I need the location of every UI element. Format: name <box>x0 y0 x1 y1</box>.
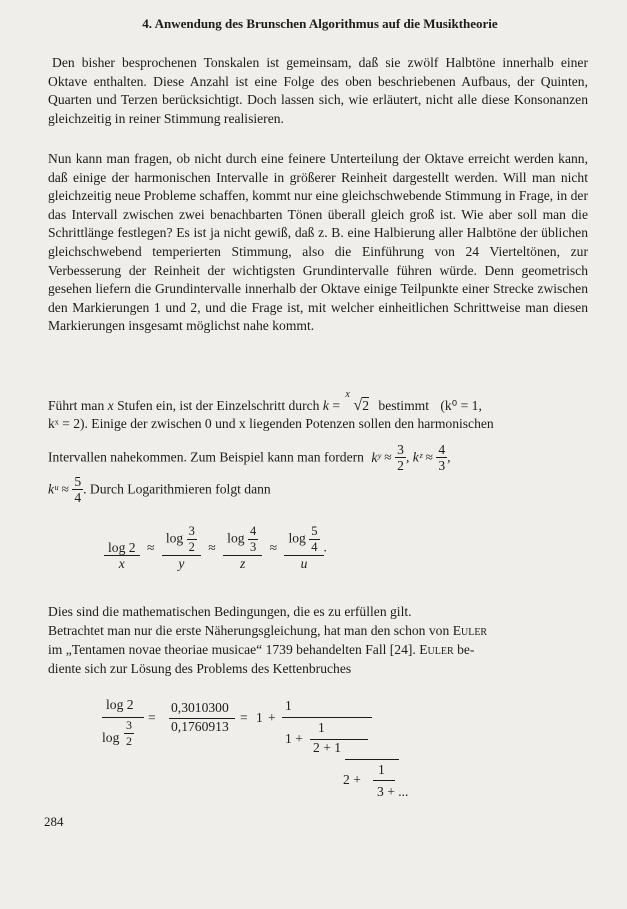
paragraph-4-line-3: im „Tentamen novae theoriae musicae“ 1739 behandelten Fall [24]. Euler be- <box>48 642 475 657</box>
book-page: 4. Anwendung des Brunschen Algorithmus auf die Musiktheorie Den bisher besprochenen Tonskalen ist gemeinsam, daß sie zwölf Halbtöne innerhalb einer Oktave enthalten. Diese Anzahl ist eine Folge des oben beschriebenen Aufbaus, der Quinten, Quarten und Terzen berücksichtigt. Doch lassen sich, wie erläutert, nicht alle diese Konsonanzen gleichzeitig in reiner Stimmung realisieren. Nun kann man fragen, ob nicht durch eine feinere Unterteilung der Oktave erreicht werden kann, daß einige der harmonischen Intervalle in größerer Reinheit dargestellt werden. Will man nicht gleichzeitig neue Probleme schaffen, kommt nur eine gleichschwebende Stimmung in Frage, in der das Intervall zwischen zwei benachbarten Tönen überall gleich groß ist. Wie aber soll man die Schrittlänge festlegen? Es ist ja nicht gewiß, daß z. B. eine Halbierung aller Halbtöne der üblichen gleichschwebend temperierten Stimmung, also die Einführung von 24 Vierteltönen, zur Verbesserung der Reinheit der wichtigsten Grundintervalle führen würde. Denn geometrisch gesehen liefern die Grundintervalle innerhalb der Oktave einige Teilpunkte einer Strecke zwischen den Markierungen 1 und 2, und die Frage ist, mit welcher einheitlichen Schrittweise man diesen Markierungen insgesamt möglichst nahe kommt. Führt man x Stufen ein, ist der Einzelschritt durch k = x √2 bestimmt (k⁰ = 1, kˣ = 2). Einige der zwischen 0 und x liegenden Potenzen sollen den harmonischen Intervallen nahekommen. Zum Beispiel kann man fordern kʸ ≈ $\frac{3}{2}$ , kᶻ ≈ $\frac{4}{3}$ , kᵘ ≈ $\frac{5}{4}$ . Durch Logarithmieren folgt dann $\frac{\log 2}{x}$ ≈ log $\frac{3}{2}$ y ≈ log $\frac{4}{3}$ z ≈ log $\frac{5}{4}$ u . Dies sind die mathematischen Bedingungen, die es zu erfüllen gilt. Betrachtet man nur die erste Näherungsgleichung, hat man den schon von Euler im „Tentamen novae theoriae musicae“ 1739 behandelten Fall [24]. Euler be- diente sich zur Lösung des Problems des Kettenbruches log 2 3 log 2 = 0,3010300 0,1760913 = 1 + 1 1 + 1 2 + 1 1 2 + 3 + ... 284 <box>0 0 627 909</box>
paragraph-3-line-3: Intervallen nahekommen. Zum Beispiel kann man fordern kʸ ≈ $\frac{3}{2}$ , kᶻ ≈ $\frac{4}{3}$ , <box>48 442 451 473</box>
paragraph-4-line-4: diente sich zur Lösung des Problems des Kettenbruches <box>48 661 352 676</box>
paragraph-2: Nun kann man fragen, ob nicht durch eine feinere Unterteilung der Oktave erreicht werden kann, daß einige der harmonischen Intervalle in größerer Reinheit dargestellt werden. Will man nicht gleichzeitig neue Probleme schaffen, kommt nur eine gleichschwebende Stimmung in Frage, in der das Intervall zwischen zwei benachbarten Tönen überall gleich groß ist. Wie aber soll man die Schrittlänge festlegen? Es ist ja nicht gewiß, daß z. B. eine Halbierung aller Halbtöne der üblichen gleichschwebend temperierten Stimmung, also die Einführung von 24 Vierteltönen, zur Verbesserung der Reinheit der wichtigsten Grundintervalle führen würde. Denn geometrisch gesehen liefern die Grundintervalle innerhalb der Oktave einige Teilpunkte einer Strecke zwischen den Markierungen 1 und 2, und die Frage ist, mit welcher einheitlichen Schrittweise man diesen Markierungen insgesamt möglichst nahe kommt. <box>48 151 588 334</box>
fraction-5-4: $\frac{5}{4}$ <box>74 474 82 505</box>
paragraph-1: Den bisher besprochenen Tonskalen ist gemeinsam, daß sie zwölf Halbtöne innerhalb einer Oktave enthalten. Diese Anzahl ist eine Folge des oben beschriebenen Aufbaus, der Quinten, Quarten und Terzen berücksichtigt. Doch lassen sich, wie erläutert, nicht alle diese Konsonanzen gleichzeitig in reiner Stimmung realisieren. <box>48 55 588 126</box>
root-expression: x √2 <box>345 389 369 414</box>
paragraph-3-line-2: kˣ = 2). Einige der zwischen 0 und x liegenden Potenzen sollen den harmonischen <box>48 416 494 431</box>
fraction-4-3: $\frac{4}{3}$ <box>438 442 446 473</box>
log-equation: $\frac{\log 2}{x}$ ≈ log $\frac{3}{2}$ y ≈ log $\frac{4}{3}$ z ≈ log $\frac{5}{4}$ u . <box>104 524 327 571</box>
paragraph-3-line-1: Führt man x Stufen ein, ist der Einzelschritt durch k = x √2 bestimmt (k⁰ = 1, <box>48 389 482 414</box>
paragraph-4-line-2: Betrachtet man nur die erste Näherungsgleichung, hat man den schon von Euler <box>48 623 488 638</box>
section-heading: 4. Anwendung des Brunschen Algorithmus auf die Musiktheorie <box>142 16 498 31</box>
page-number: 284 <box>44 814 64 829</box>
paragraph-4-line-1: Dies sind die mathematischen Bedingungen, die es zu erfüllen gilt. <box>48 604 412 619</box>
fraction-3-2: $\frac{3}{2}$ <box>397 442 404 473</box>
paragraph-3-line-4: kᵘ ≈ $\frac{5}{4}$ . Durch Logarithmieren folgt dann <box>48 474 271 505</box>
